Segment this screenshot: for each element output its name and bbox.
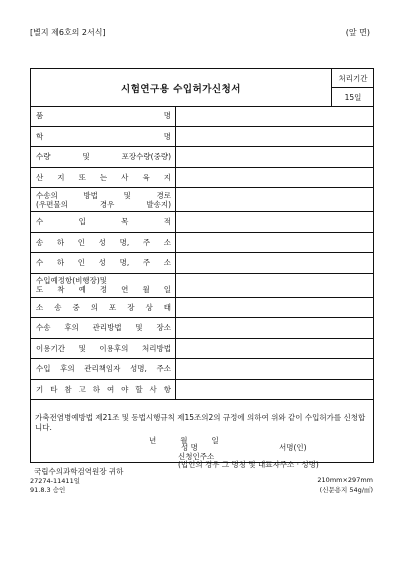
processing-period-box <box>331 69 374 106</box>
row-shipper <box>31 233 373 254</box>
row-manager <box>31 359 373 380</box>
row-usage-period <box>31 339 373 360</box>
row-input[interactable] <box>176 318 373 338</box>
row-packaging <box>31 298 373 319</box>
row-label: 수량 및 포장수량(중량) <box>36 152 171 162</box>
row-label: 소 송 중 의 포 장 상 태 <box>36 302 171 312</box>
row-input[interactable] <box>176 253 373 273</box>
row-consignee <box>31 253 373 274</box>
form-title: 시험연구용 수입허가신청서 <box>121 83 241 95</box>
application-form <box>30 68 374 476</box>
row-input[interactable] <box>176 147 373 167</box>
row-label: 품 명 <box>36 111 171 121</box>
row-port-arrival <box>31 274 373 298</box>
day-label: 일 <box>211 436 219 445</box>
row-input[interactable] <box>176 380 373 400</box>
paper-size: 210mm×297mm <box>317 476 373 484</box>
row-input[interactable] <box>176 188 373 211</box>
name-label: 성 명 <box>181 443 198 452</box>
row-label: 수 하 인 성 명, 주 소 <box>36 258 171 268</box>
applicant-address-label: 신청인주소 <box>178 452 215 461</box>
row-label: 이용기간 및 이용후의 처리방법 <box>36 343 171 353</box>
recipient: 국립수의과학검역원장 귀하 <box>34 467 124 476</box>
month-label: 월 <box>180 436 188 445</box>
processing-period-label: 처리기간 <box>332 69 374 88</box>
row-input[interactable] <box>176 127 373 147</box>
row-label: 수 입 목 적 <box>36 217 171 227</box>
row-input[interactable] <box>176 359 373 379</box>
page-side: (앞 면) <box>345 28 370 37</box>
row-label: 수입 후의 관리책임자 성명, 주소 <box>36 364 171 374</box>
row-label: 수송의 방법 및 경로 <box>36 190 171 200</box>
row-product-name <box>31 106 373 127</box>
processing-period-value: 15일 <box>344 92 362 102</box>
row-management <box>31 318 373 339</box>
row-input[interactable] <box>176 298 373 318</box>
statement-text: 가축전염병예방법 제21조 및 동법시행규칙 제15조의2의 규정에 의하여 위와 같이 수입허가를 신청합니다. <box>35 413 366 432</box>
row-quantity <box>31 147 373 168</box>
row-input[interactable] <box>176 106 373 126</box>
row-input[interactable] <box>176 339 373 359</box>
row-label: 산 지 또 는 사 육 지 <box>36 172 171 182</box>
row-purpose <box>31 212 373 233</box>
row-scientific-name <box>31 127 373 148</box>
row-label: 송 하 인 성 명, 주 소 <box>36 237 171 247</box>
form-rows <box>31 106 373 400</box>
row-origin <box>31 168 373 189</box>
title-row <box>31 69 373 107</box>
signature-field[interactable]: 서명(인) <box>279 443 307 452</box>
row-label-sub: (우편물의 경우 발송지) <box>36 199 171 209</box>
row-label-sub: 도 착 예 정 연 월 일 <box>36 285 171 294</box>
row-label: 수송 후의 관리방법 및 장소 <box>36 323 171 333</box>
row-label: 수입예정항(비행장)및 <box>36 276 108 285</box>
form-code: 27274-11411일 <box>30 477 80 485</box>
application-statement <box>31 410 373 476</box>
paper-type: (신문용지 54g/㎡) <box>319 486 373 494</box>
form-number: [별지 제6호의 2서식] <box>30 28 106 37</box>
row-label: 학 명 <box>36 131 171 141</box>
corporate-note: (법인의 경우 그 명칭 및 대표자주소 · 성명) <box>178 460 319 469</box>
row-input[interactable] <box>176 274 373 297</box>
approval-date: 91.8.3 승인 <box>30 486 66 494</box>
row-transport <box>31 188 373 212</box>
year-label: 년 <box>149 436 157 445</box>
row-input[interactable] <box>176 168 373 188</box>
row-input[interactable] <box>176 233 373 253</box>
row-other-notes <box>31 380 373 401</box>
row-label: 기 타 참 고 하 여 야 할 사 항 <box>36 384 171 394</box>
row-input[interactable] <box>176 212 373 232</box>
